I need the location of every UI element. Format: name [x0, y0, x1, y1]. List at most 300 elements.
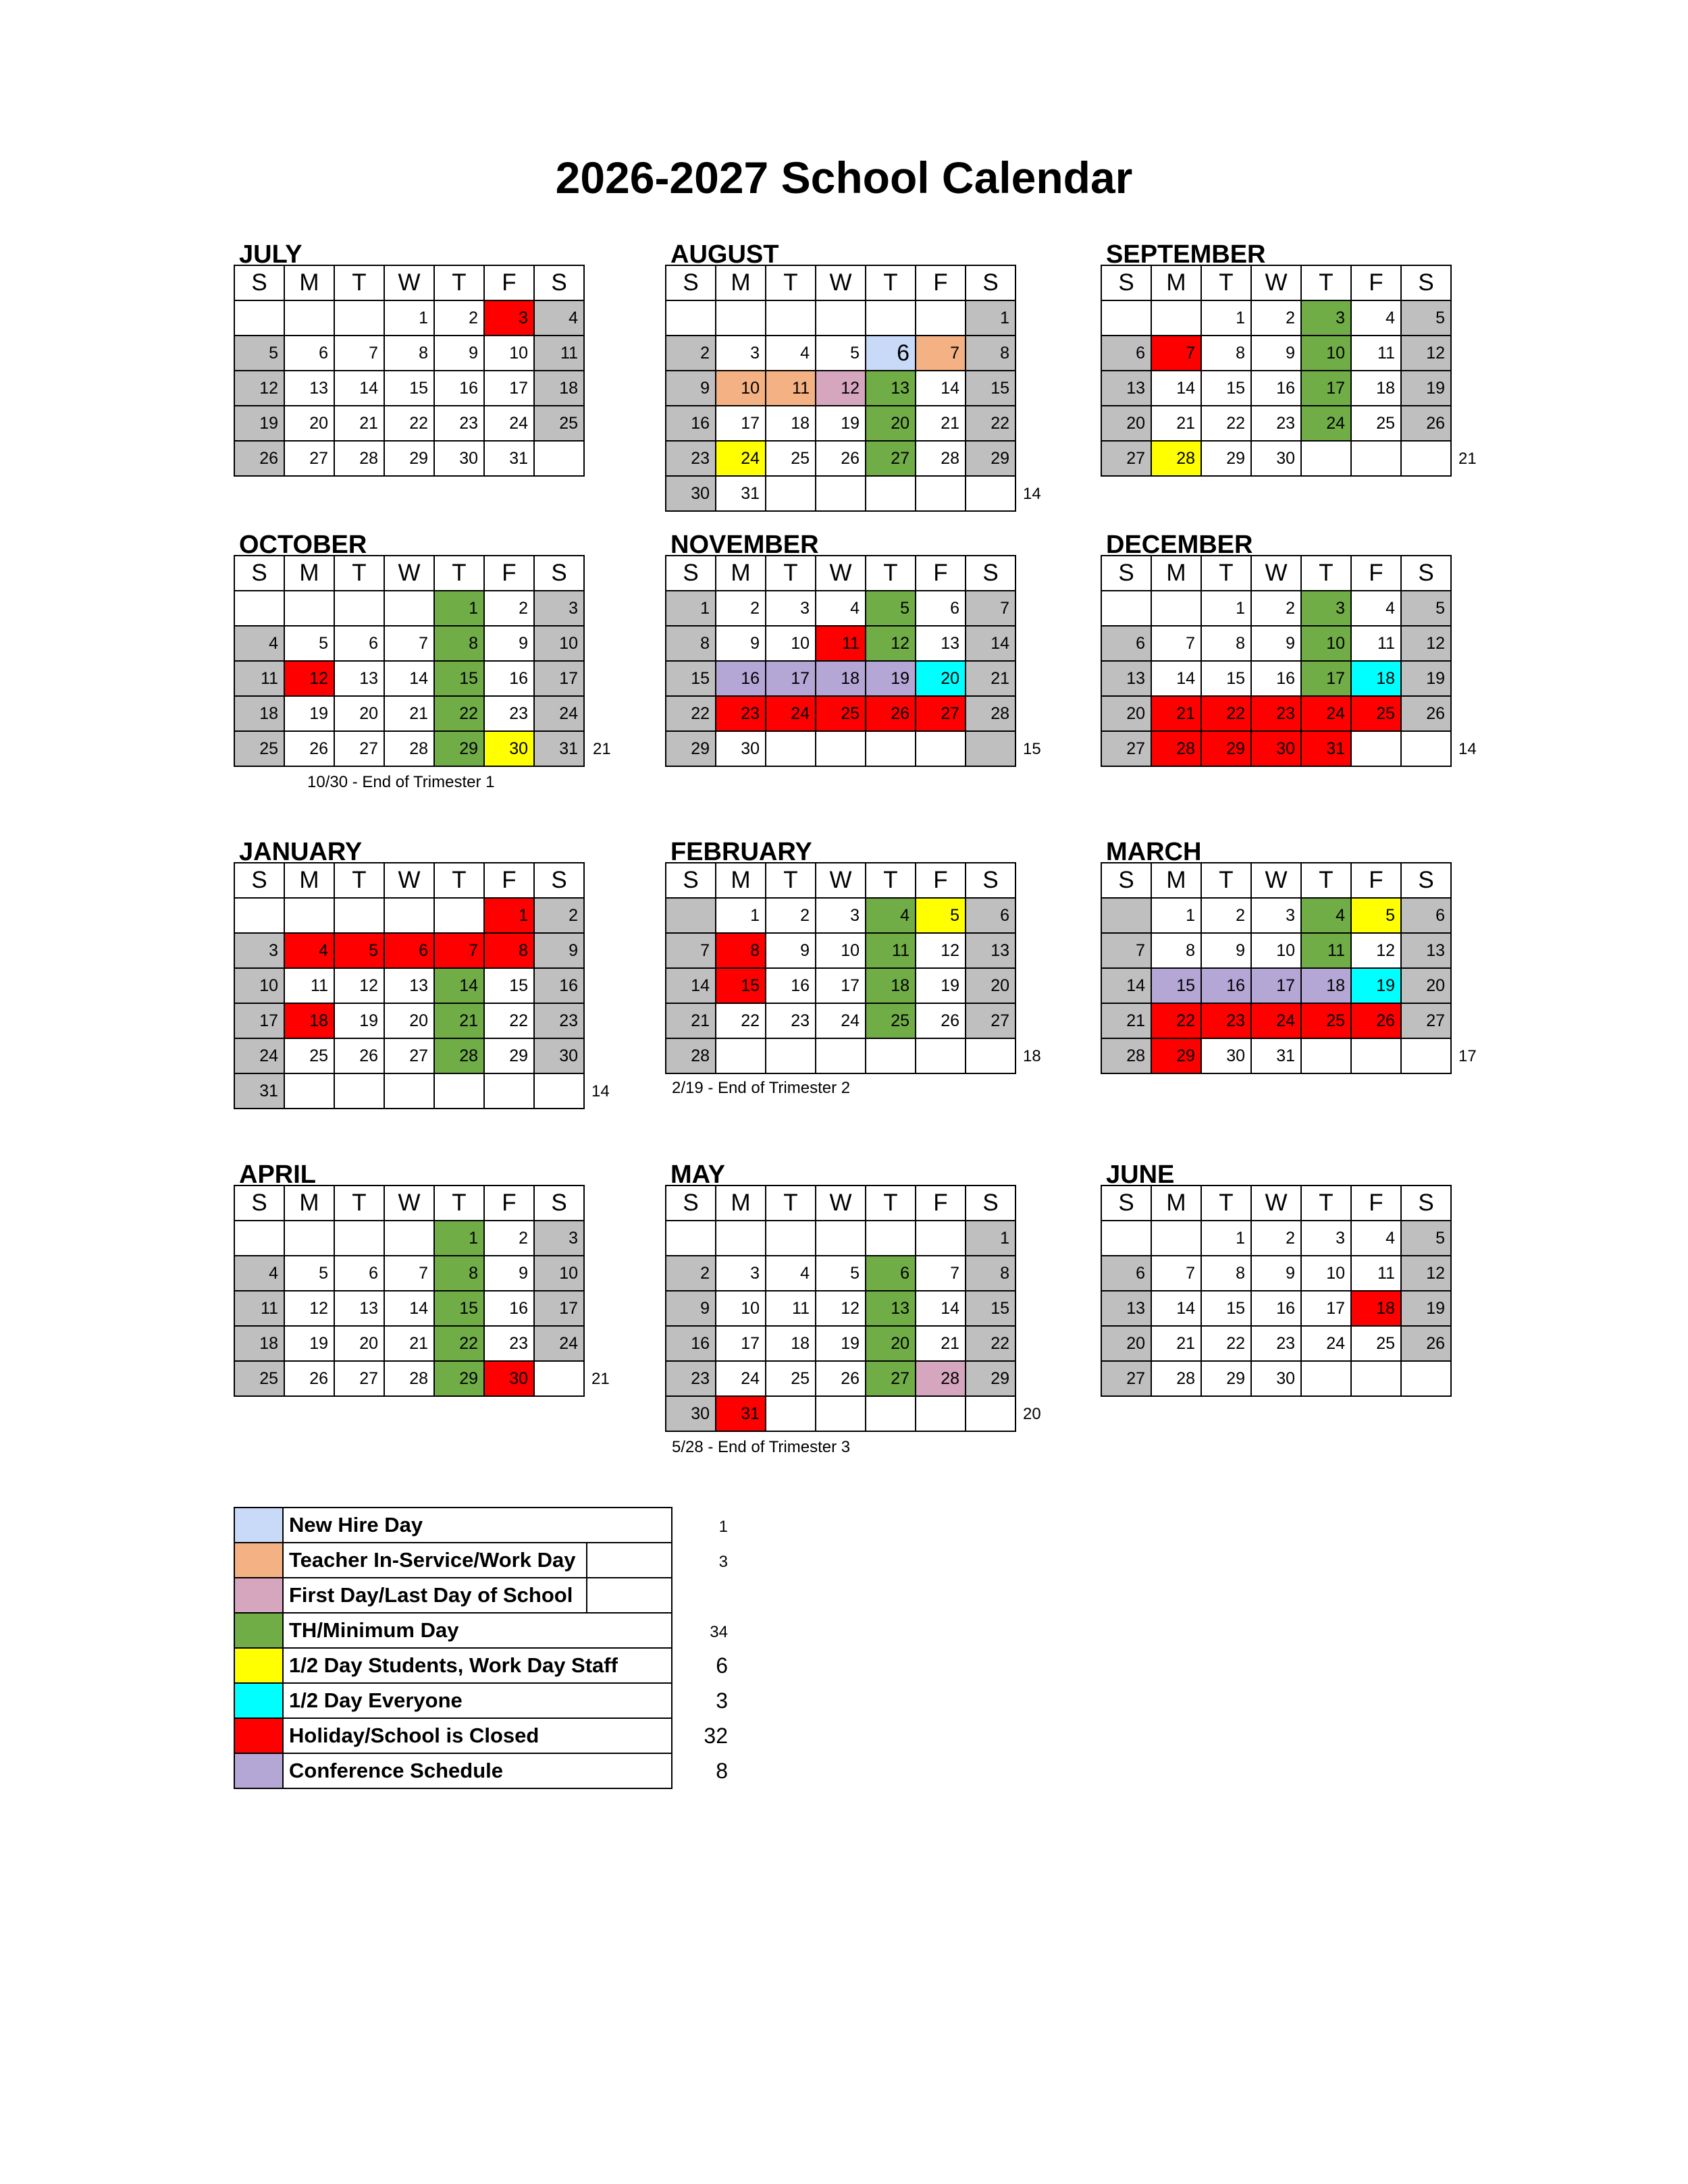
month-day-count: 14 [1023, 485, 1041, 503]
day-cell: 29 [966, 442, 1016, 477]
day-cell: 7 [385, 627, 435, 662]
week-row [235, 1221, 585, 1256]
legend-swatch [235, 1508, 284, 1542]
day-cell: 19 [1402, 371, 1452, 406]
month-day-count: 15 [1023, 740, 1041, 758]
day-cell: 4 [1352, 1221, 1402, 1256]
day-cell: 11 [766, 371, 816, 406]
week-row [235, 591, 585, 627]
week-row [666, 934, 1016, 969]
month-day-count: 17 [1458, 1047, 1477, 1065]
week-row [235, 934, 585, 969]
weekday-label: W [816, 1186, 866, 1221]
month-name: APRIL [239, 1161, 316, 1189]
day-cell [1102, 899, 1152, 934]
day-cell [385, 1074, 435, 1109]
day-cell: 19 [285, 1327, 335, 1362]
day-cell: 18 [766, 1327, 816, 1362]
day-cell: 26 [1352, 1004, 1402, 1039]
month-name: NOVEMBER [670, 531, 819, 559]
day-cell: 12 [235, 371, 285, 406]
day-cell: 31 [235, 1074, 285, 1109]
day-cell: 8 [435, 627, 485, 662]
weekday-label: S [1402, 1186, 1452, 1221]
day-cell [966, 477, 1016, 512]
day-cell: 30 [1202, 1039, 1252, 1074]
legend-swatch [235, 1719, 284, 1753]
day-cell: 6 [1102, 336, 1152, 371]
day-cell: 9 [535, 934, 585, 969]
day-cell: 28 [385, 732, 435, 767]
week-row [666, 1004, 1016, 1039]
day-cell: 19 [235, 406, 285, 442]
weekday-label: F [1352, 556, 1402, 591]
day-cell [235, 1221, 285, 1256]
day-cell: 21 [1152, 406, 1202, 442]
weekday-header [235, 266, 585, 301]
day-cell: 2 [1252, 1221, 1302, 1256]
day-cell: 11 [235, 662, 285, 697]
day-cell: 7 [1152, 1256, 1202, 1291]
day-cell: 21 [1152, 1327, 1202, 1362]
legend-count: 34 [710, 1623, 728, 1641]
day-cell [666, 1221, 716, 1256]
day-cell: 3 [1302, 301, 1352, 336]
day-cell: 10 [235, 969, 285, 1004]
weekday-label: W [385, 863, 435, 899]
day-cell: 15 [435, 662, 485, 697]
day-cell: 14 [1152, 662, 1202, 697]
day-cell: 16 [716, 662, 766, 697]
weekday-header [235, 1186, 585, 1221]
day-cell: 7 [385, 1256, 435, 1291]
weekday-header [666, 266, 1016, 301]
day-cell [666, 301, 716, 336]
weekday-label: M [285, 1186, 335, 1221]
weekday-label: S [235, 863, 285, 899]
day-cell: 29 [966, 1362, 1016, 1397]
day-cell: 4 [535, 301, 585, 336]
day-cell: 6 [966, 899, 1016, 934]
day-cell: 20 [335, 697, 385, 732]
weekday-label: S [966, 266, 1016, 301]
day-cell: 10 [1302, 1256, 1352, 1291]
day-cell: 1 [966, 1221, 1016, 1256]
day-cell: 3 [485, 301, 535, 336]
weekday-label: T [1202, 1186, 1252, 1221]
day-cell: 12 [816, 371, 866, 406]
month-grid [1101, 862, 1452, 1074]
weekday-label: S [1102, 266, 1152, 301]
day-cell: 18 [535, 371, 585, 406]
day-cell: 1 [1202, 301, 1252, 336]
weekday-header [1102, 1186, 1452, 1221]
day-cell: 13 [866, 371, 916, 406]
day-cell: 20 [1402, 969, 1452, 1004]
week-row [1102, 627, 1452, 662]
day-cell [816, 477, 866, 512]
legend-row [235, 1754, 672, 1789]
day-cell [766, 1397, 816, 1432]
day-cell: 28 [1152, 442, 1202, 477]
day-cell: 20 [385, 1004, 435, 1039]
day-cell: 13 [285, 371, 335, 406]
legend-count: 32 [704, 1724, 728, 1748]
day-cell: 4 [1302, 899, 1352, 934]
day-cell: 16 [1202, 969, 1252, 1004]
day-cell: 27 [385, 1039, 435, 1074]
day-cell: 29 [666, 732, 716, 767]
day-cell: 24 [235, 1039, 285, 1074]
day-cell [766, 301, 816, 336]
day-cell [866, 1039, 916, 1074]
weekday-label: T [1302, 556, 1352, 591]
day-cell: 22 [716, 1004, 766, 1039]
day-cell: 2 [666, 336, 716, 371]
day-cell: 17 [535, 1291, 585, 1327]
day-cell: 22 [435, 697, 485, 732]
day-cell: 7 [916, 1256, 966, 1291]
day-cell: 20 [1102, 1327, 1152, 1362]
day-cell: 24 [716, 442, 766, 477]
month-day-count: 18 [1023, 1047, 1041, 1065]
day-cell: 19 [1352, 969, 1402, 1004]
day-cell: 11 [866, 934, 916, 969]
legend-swatch [235, 1614, 284, 1647]
legend-count: 3 [718, 1553, 728, 1571]
month-grid [1101, 1185, 1452, 1397]
day-cell: 18 [235, 697, 285, 732]
day-cell: 30 [666, 477, 716, 512]
weekday-header [1102, 266, 1452, 301]
day-cell: 12 [1402, 336, 1452, 371]
weekday-header [666, 863, 1016, 899]
weekday-label: T [435, 266, 485, 301]
day-cell: 27 [966, 1004, 1016, 1039]
weekday-label: W [816, 863, 866, 899]
week-row [235, 1362, 585, 1397]
day-cell [1352, 1362, 1402, 1397]
day-cell: 25 [535, 406, 585, 442]
day-cell [335, 301, 385, 336]
day-cell: 25 [235, 732, 285, 767]
day-cell: 8 [485, 934, 535, 969]
day-cell [285, 591, 335, 627]
day-cell [285, 1074, 335, 1109]
weekday-label: F [916, 1186, 966, 1221]
legend-label: TH/Minimum Day [289, 1618, 459, 1642]
day-cell: 19 [335, 1004, 385, 1039]
week-row [1102, 1221, 1452, 1256]
week-row [1102, 301, 1452, 336]
day-cell: 7 [335, 336, 385, 371]
weekday-label: S [535, 863, 585, 899]
week-row [1102, 1291, 1452, 1327]
day-cell: 6 [866, 1256, 916, 1291]
day-cell: 28 [916, 1362, 966, 1397]
week-row [666, 1362, 1016, 1397]
day-cell: 31 [716, 1397, 766, 1432]
week-row [1102, 899, 1452, 934]
weekday-label: F [1352, 1186, 1402, 1221]
weekday-label: T [766, 266, 816, 301]
day-cell: 21 [966, 662, 1016, 697]
day-cell: 8 [966, 1256, 1016, 1291]
month-grid [665, 265, 1016, 512]
day-cell: 6 [285, 336, 335, 371]
day-cell: 1 [1202, 1221, 1252, 1256]
day-cell: 31 [1252, 1039, 1302, 1074]
weekday-label: S [235, 1186, 285, 1221]
day-cell: 13 [1102, 662, 1152, 697]
day-cell: 6 [335, 627, 385, 662]
day-cell: 23 [1252, 1327, 1302, 1362]
weekday-label: T [335, 1186, 385, 1221]
day-cell [766, 1221, 816, 1256]
day-cell: 21 [435, 1004, 485, 1039]
day-cell: 1 [716, 899, 766, 934]
legend-swatch [235, 1649, 284, 1682]
day-cell: 26 [235, 442, 285, 477]
week-row [235, 627, 585, 662]
day-cell [235, 899, 285, 934]
week-row [666, 1397, 1016, 1432]
weekday-header [1102, 556, 1452, 591]
day-cell [966, 1039, 1016, 1074]
day-cell: 4 [1352, 591, 1402, 627]
day-cell: 9 [1202, 934, 1252, 969]
day-cell: 1 [1152, 899, 1202, 934]
day-cell: 16 [485, 1291, 535, 1327]
week-row [1102, 442, 1452, 477]
weekday-label: S [666, 266, 716, 301]
day-cell: 26 [816, 442, 866, 477]
day-cell: 10 [716, 371, 766, 406]
legend-row [235, 1543, 672, 1578]
day-cell [766, 477, 816, 512]
weekday-label: W [816, 556, 866, 591]
day-cell: 14 [916, 1291, 966, 1327]
day-cell: 20 [866, 406, 916, 442]
day-cell: 17 [235, 1004, 285, 1039]
day-cell [866, 1221, 916, 1256]
day-cell: 5 [335, 934, 385, 969]
day-cell: 23 [435, 406, 485, 442]
weekday-label: W [385, 266, 435, 301]
day-cell: 23 [485, 1327, 535, 1362]
weekday-label: S [1102, 556, 1152, 591]
day-cell: 29 [1202, 732, 1252, 767]
day-cell [716, 301, 766, 336]
day-cell: 11 [1352, 627, 1402, 662]
day-cell [335, 1074, 385, 1109]
day-cell [285, 301, 335, 336]
month-name: DECEMBER [1106, 531, 1253, 559]
day-cell: 12 [916, 934, 966, 969]
day-cell: 16 [766, 969, 816, 1004]
weekday-label: T [435, 863, 485, 899]
day-cell: 8 [1202, 627, 1252, 662]
legend-count: 3 [716, 1688, 728, 1713]
day-cell: 15 [966, 1291, 1016, 1327]
day-cell: 13 [916, 627, 966, 662]
day-cell: 6 [866, 336, 916, 371]
day-cell [816, 1221, 866, 1256]
day-cell: 14 [385, 1291, 435, 1327]
day-cell: 28 [435, 1039, 485, 1074]
day-cell: 28 [666, 1039, 716, 1074]
day-cell: 28 [1102, 1039, 1152, 1074]
day-cell [535, 1362, 585, 1397]
day-cell: 21 [1152, 697, 1202, 732]
day-cell: 23 [666, 1362, 716, 1397]
weekday-label: T [335, 863, 385, 899]
week-row [1102, 591, 1452, 627]
week-row [235, 1074, 585, 1109]
week-row [666, 371, 1016, 406]
weekday-label: M [285, 863, 335, 899]
day-cell: 1 [485, 899, 535, 934]
weekday-label: S [966, 863, 1016, 899]
day-cell: 17 [535, 662, 585, 697]
day-cell: 6 [1402, 899, 1452, 934]
day-cell: 31 [535, 732, 585, 767]
day-cell: 3 [716, 336, 766, 371]
day-cell: 21 [1102, 1004, 1152, 1039]
week-row [235, 662, 585, 697]
week-row [235, 732, 585, 767]
weekday-label: F [916, 556, 966, 591]
day-cell: 25 [1352, 406, 1402, 442]
day-cell [766, 732, 816, 767]
day-cell: 29 [1202, 1362, 1252, 1397]
day-cell: 17 [766, 662, 816, 697]
day-cell: 27 [285, 442, 335, 477]
legend-label: 1/2 Day Students, Work Day Staff [289, 1653, 618, 1677]
month-grid [665, 1185, 1016, 1432]
legend-label: Conference Schedule [289, 1759, 503, 1782]
day-cell: 24 [1302, 1327, 1352, 1362]
legend-swatch [235, 1578, 284, 1612]
weekday-label: S [535, 266, 585, 301]
day-cell [285, 1221, 335, 1256]
weekday-label: W [385, 556, 435, 591]
week-row [666, 442, 1016, 477]
weekday-label: T [435, 556, 485, 591]
day-cell: 13 [866, 1291, 916, 1327]
day-cell: 24 [766, 697, 816, 732]
weekday-label: F [485, 1186, 535, 1221]
day-cell: 8 [1152, 934, 1202, 969]
day-cell: 13 [966, 934, 1016, 969]
day-cell: 18 [1352, 371, 1402, 406]
day-cell: 18 [816, 662, 866, 697]
weekday-label: S [1402, 266, 1452, 301]
day-cell: 13 [335, 662, 385, 697]
day-cell [916, 301, 966, 336]
weekday-label: S [235, 556, 285, 591]
day-cell: 4 [235, 1256, 285, 1291]
day-cell: 30 [666, 1397, 716, 1432]
trimester-note: 5/28 - End of Trimester 3 [672, 1438, 851, 1456]
legend-label: Holiday/School is Closed [289, 1724, 539, 1747]
day-cell: 3 [766, 591, 816, 627]
day-cell: 29 [435, 1362, 485, 1397]
day-cell: 5 [866, 591, 916, 627]
legend-count: 8 [716, 1759, 728, 1783]
week-row [666, 591, 1016, 627]
weekday-label: M [1152, 556, 1202, 591]
weekday-header [1102, 863, 1452, 899]
day-cell [1402, 442, 1452, 477]
month-day-count: 20 [1023, 1405, 1041, 1423]
day-cell: 23 [1202, 1004, 1252, 1039]
weekday-label: S [535, 556, 585, 591]
day-cell: 17 [1302, 1291, 1352, 1327]
weekday-label: M [1152, 1186, 1202, 1221]
day-cell: 30 [1252, 1362, 1302, 1397]
day-cell: 16 [1252, 1291, 1302, 1327]
day-cell: 18 [1352, 1291, 1402, 1327]
week-row [235, 1291, 585, 1327]
day-cell: 10 [716, 1291, 766, 1327]
day-cell: 14 [966, 627, 1016, 662]
day-cell: 12 [1352, 934, 1402, 969]
day-cell: 5 [1402, 301, 1452, 336]
day-cell [1352, 1039, 1402, 1074]
day-cell: 14 [1102, 969, 1152, 1004]
week-row [235, 969, 585, 1004]
trimester-note: 2/19 - End of Trimester 2 [672, 1079, 851, 1097]
month-grid [665, 862, 1016, 1074]
day-cell [866, 301, 916, 336]
day-cell: 31 [485, 442, 535, 477]
day-cell: 10 [535, 627, 585, 662]
day-cell [1152, 1221, 1202, 1256]
day-cell: 14 [1152, 1291, 1202, 1327]
day-cell: 12 [285, 662, 335, 697]
day-cell: 20 [1102, 697, 1152, 732]
day-cell: 20 [916, 662, 966, 697]
day-cell: 2 [666, 1256, 716, 1291]
day-cell: 22 [1202, 406, 1252, 442]
day-cell: 12 [335, 969, 385, 1004]
legend-row [235, 1578, 672, 1614]
day-cell: 13 [1102, 1291, 1152, 1327]
weekday-label: T [1202, 556, 1252, 591]
day-cell: 7 [666, 934, 716, 969]
day-cell: 31 [716, 477, 766, 512]
day-cell: 15 [1202, 371, 1252, 406]
day-cell: 23 [1252, 697, 1302, 732]
day-cell: 27 [335, 732, 385, 767]
day-cell [866, 732, 916, 767]
day-cell: 28 [966, 697, 1016, 732]
week-row [666, 406, 1016, 442]
day-cell: 8 [435, 1256, 485, 1291]
legend-swatch [235, 1754, 284, 1788]
day-cell [716, 1039, 766, 1074]
weekday-label: S [235, 266, 285, 301]
day-cell: 12 [1402, 627, 1452, 662]
day-cell: 21 [916, 406, 966, 442]
month-day-count: 14 [1458, 740, 1477, 758]
day-cell: 30 [1252, 732, 1302, 767]
day-cell: 23 [766, 1004, 816, 1039]
day-cell: 11 [235, 1291, 285, 1327]
day-cell: 7 [916, 336, 966, 371]
week-row [666, 899, 1016, 934]
